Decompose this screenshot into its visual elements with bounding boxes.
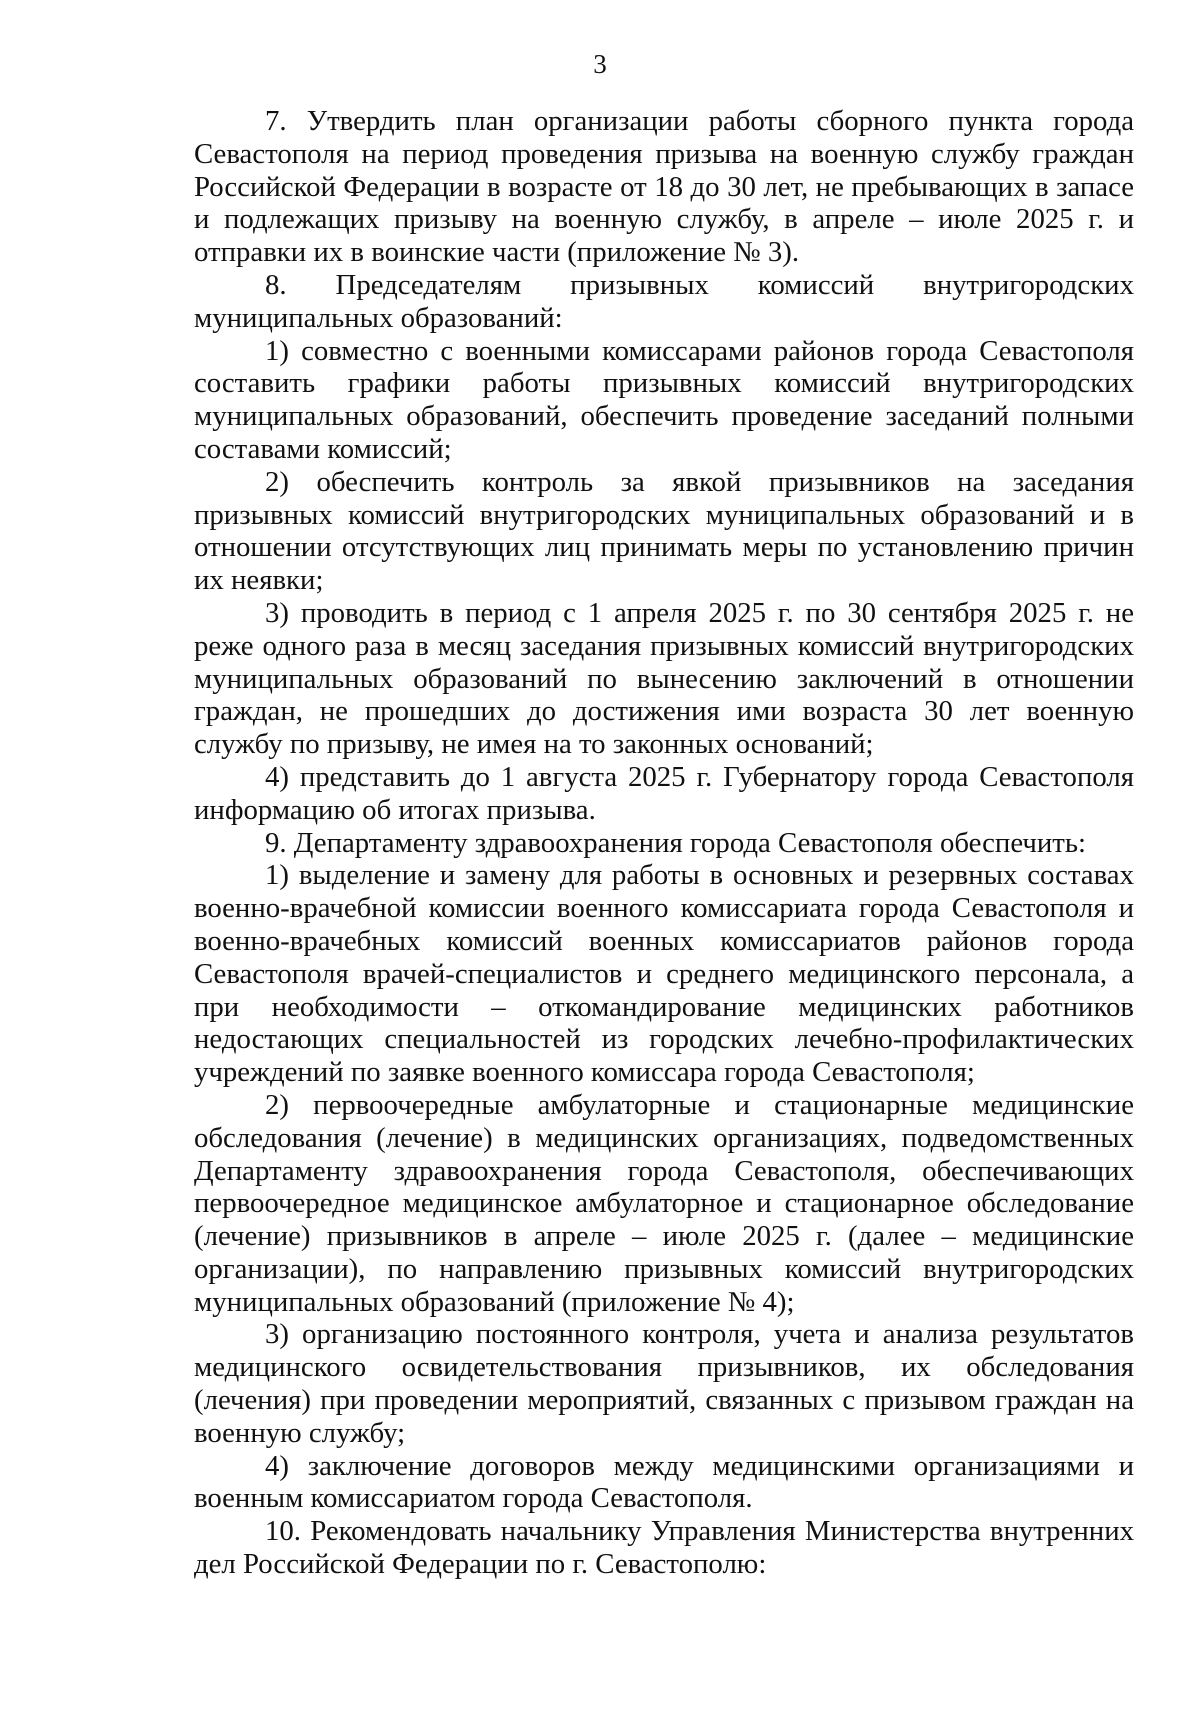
page-number: 3	[593, 49, 607, 79]
paragraph-item-10: 10. Рекомендовать начальнику Управления Министерства внутренних дел Российской Федерации по г. Севастополю:	[194, 1515, 1134, 1581]
paragraph-9-subitem-2: 2) первоочередные амбулаторные и стационарные медицинские обследования (лечение) в медицинских организациях, подведомственных Департаменту здравоохранения города Севастополя, обеспечивающих первоочередное медицинское амбулаторное и стационарное обследование (лечение) призывников в апреле – июле 2025 г. (далее – медицинские организации), по направлению призывных комиссий внутригородских муниципальных образований (приложение № 4);	[194, 1088, 1134, 1318]
paragraph-item-8: 8. Председателям призывных комиссий внутригородских муниципальных образований:	[194, 268, 1134, 334]
paragraph-item-9: 9. Департаменту здравоохранения города Севастополя обеспечить:	[265, 826, 1087, 859]
paragraph-8-subitem-1: 1) совместно с военными комиссарами районов города Севастополя составить графики работы призывных комиссий внутригородских муниципальных образований, обеспечить проведение заседаний полными составами комиссий;	[194, 334, 1134, 465]
paragraph-8-subitem-4: 4) представить до 1 августа 2025 г. Губернатору города Севастополя информацию об итогах призыва.	[194, 760, 1134, 826]
paragraph-9-subitem-3: 3) организацию постоянного контроля, учета и анализа результатов медицинского освидетельствования призывников, их обследования (лечения) при проведении мероприятий, связанных с призывом граждан на военную службу;	[194, 1318, 1134, 1449]
paragraph-8-subitem-3: 3) проводить в период с 1 апреля 2025 г. по 30 сентября 2025 г. не реже одного раза в месяц заседания призывных комиссий внутригородских муниципальных образований по вынесению заключений в отношении граждан, не прошедших до достижения ими возраста 30 лет военную службу по призыву, не имея на то законных оснований;	[194, 596, 1134, 761]
paragraph-item-7: 7. Утвердить план организации работы сборного пункта города Севастополя на период проведения призыва на военную службу граждан Российской Федерации в возрасте от 18 до 30 лет, не пребывающих в запасе и подлежащих призыву на военную службу, в апреле – июле 2025 г. и отправки их в воинские части (приложение № 3).	[194, 105, 1134, 269]
paragraph-9-subitem-4: 4) заключение договоров между медицинскими организациями и военным комиссариатом города Севастополя.	[194, 1449, 1134, 1515]
document-body	[194, 105, 1134, 1581]
paragraph-8-subitem-2: 2) обеспечить контроль за явкой призывников на заседания призывных комиссий внутригородских муниципальных образований и в отношении отсутствующих лиц принимать меры по установлению причин их неявки;	[194, 465, 1134, 597]
paragraph-9-subitem-1: 1) выделение и замену для работы в основных и резервных составах военно-врачебной комиссии военного комиссариата города Севастополя и военно-врачебных комиссий военных комиссариатов районов города Севастополя врачей-специалистов и среднего медицинского персонала, а при необходимости – откомандирование медицинских работников недостающих специальностей из городских лечебно-профилактических учреждений по заявке военного комиссара города Севастополя;	[194, 859, 1134, 1089]
